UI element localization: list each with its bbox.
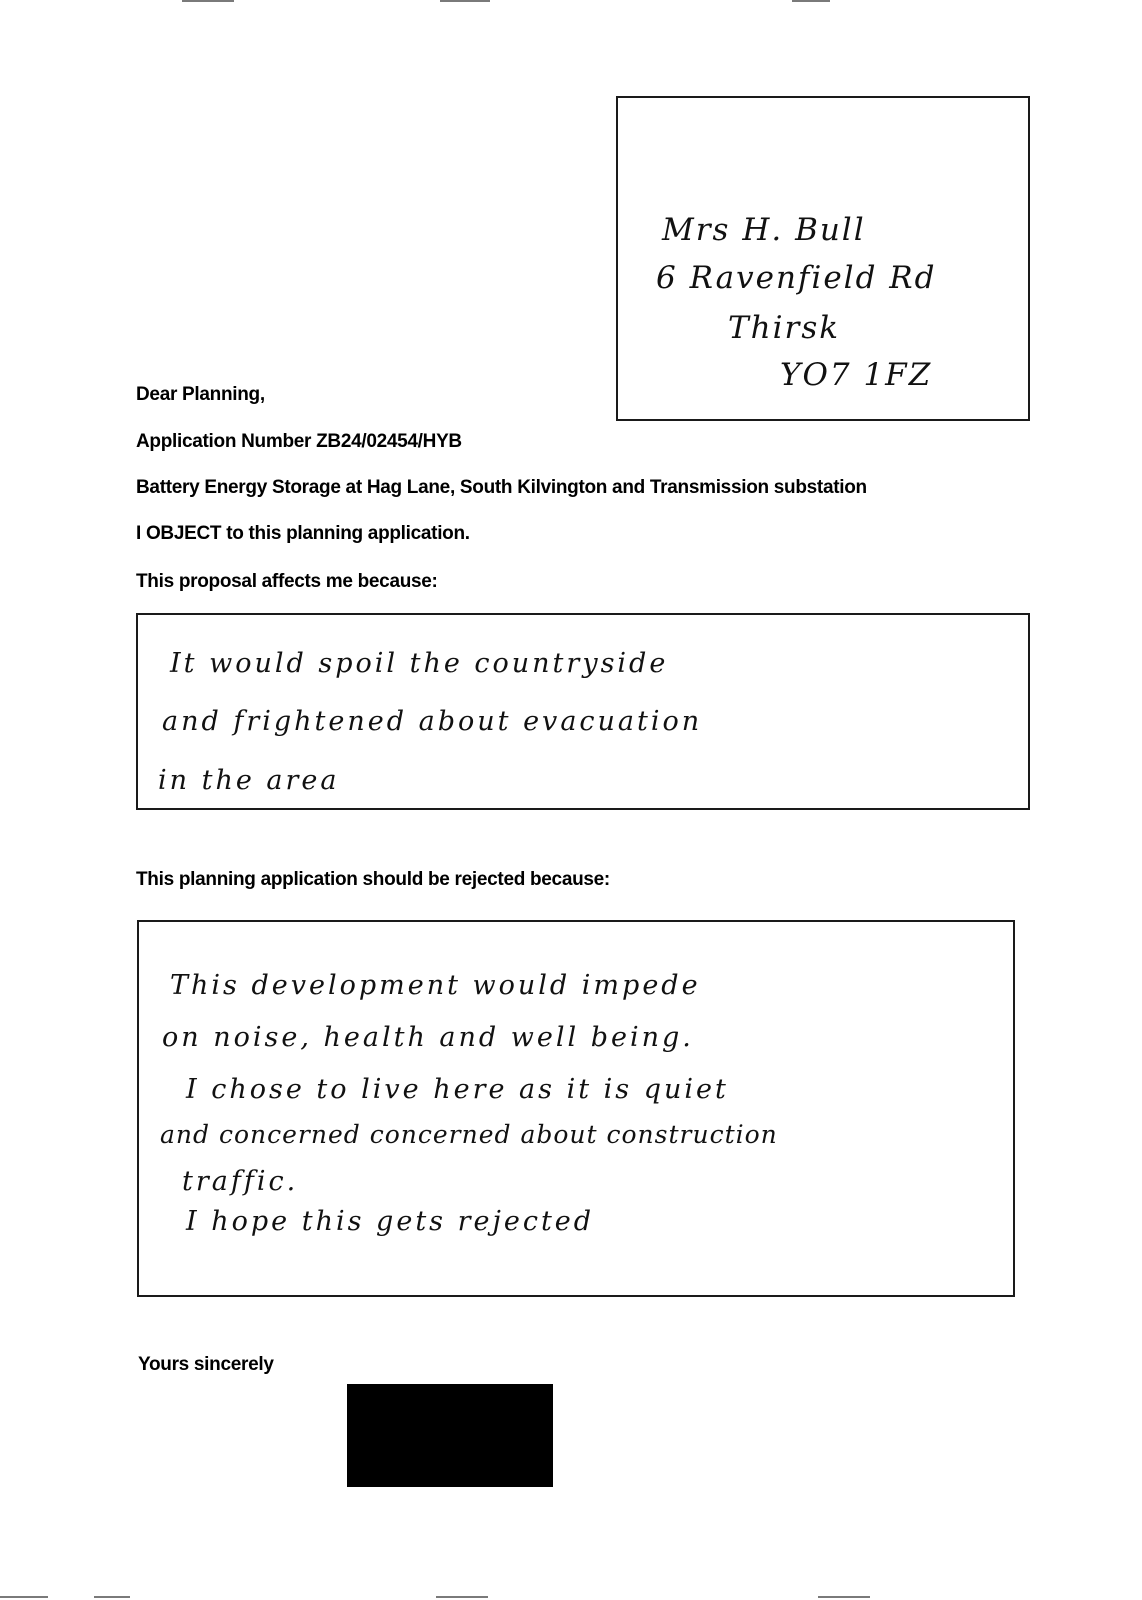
- reject-line: and concerned concerned about construction: [160, 1120, 778, 1149]
- reject-line: I hope this gets rejected: [186, 1206, 595, 1237]
- affects-line: in the area: [158, 765, 340, 796]
- affects-line: and frightened about evacuation: [162, 706, 703, 737]
- scan-artifact: [436, 1596, 488, 1598]
- address-name: Mrs H. Bull: [662, 212, 866, 248]
- scan-artifact: [182, 0, 234, 2]
- greeting: Dear Planning,: [136, 384, 265, 405]
- address-street: 6 Ravenfield Rd: [656, 260, 937, 296]
- reject-line: traffic.: [182, 1166, 299, 1197]
- reject-line: This development would impede: [170, 970, 701, 1001]
- address-town: Thirsk: [728, 310, 841, 346]
- redacted-signature: [347, 1384, 553, 1487]
- scan-artifact: [440, 0, 490, 2]
- reject-line: I chose to live here as it is quiet: [186, 1074, 729, 1105]
- reject-line: on noise, health and well being.: [162, 1022, 694, 1053]
- affects-line: It would spoil the countryside: [170, 648, 669, 679]
- application-number: Application Number ZB24/02454/HYB: [136, 431, 462, 452]
- reject-heading: This planning application should be rejected because:: [136, 869, 610, 890]
- objection-statement: I OBJECT to this planning application.: [136, 523, 470, 544]
- scan-artifact: [792, 0, 830, 2]
- project-title: Battery Energy Storage at Hag Lane, South Kilvington and Transmission substation: [136, 477, 867, 498]
- address-postcode: YO7 1FZ: [780, 357, 933, 393]
- scan-artifact: [94, 1596, 130, 1598]
- closing: Yours sincerely: [138, 1354, 274, 1375]
- scan-artifact: [818, 1596, 870, 1598]
- scan-artifact: [0, 1596, 48, 1598]
- affects-heading: This proposal affects me because:: [136, 571, 438, 592]
